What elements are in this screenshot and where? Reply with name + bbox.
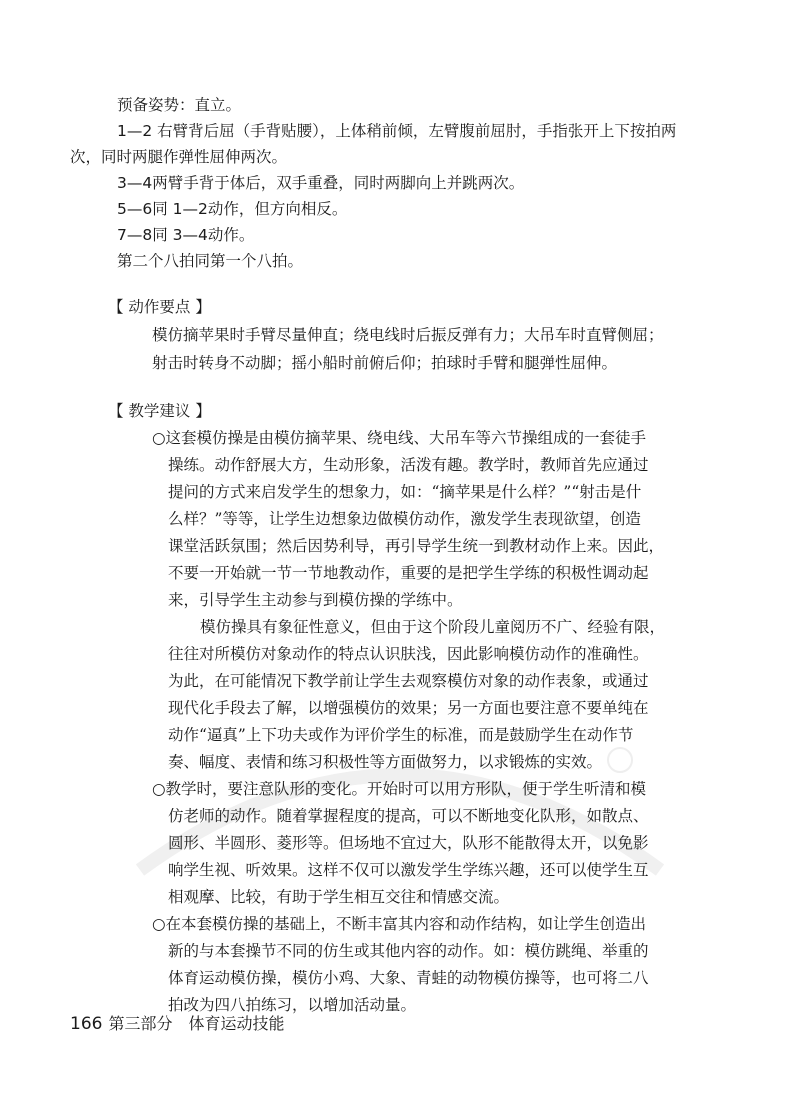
teaching-line-17: 响学生视、听效果。这样不仅可以激发学生学练兴趣，还可以使学生互 (168, 861, 649, 879)
teaching-line-16: 圆形、半圆形、菱形等。但场地不宜过大，队形不能散得太开，以免影 (168, 834, 649, 852)
teaching-line-12: 动作“逼真”上下功夫或作为评价学生的标准，而是鼓励学生在动作节 (168, 726, 634, 744)
teaching-line-10: 为此，在可能情况下教学前让学生去观察模仿对象的动作表象，或通过 (168, 672, 649, 690)
key-points-heading: 【 动作要点 】 (108, 298, 211, 316)
intro-line-4: 3—4两臂手背于体后，双手重叠，同时两脚向上并跳两次。 (117, 174, 525, 192)
section-title: 第三部分 体育运动技能 (108, 1014, 285, 1033)
teaching-line-9: 往往对所模仿对象动作的特点认识肤浅，因此影响模仿动作的准确性。 (168, 645, 649, 663)
intro-line-3: 次，同时两腿作弹性屈伸两次。 (70, 148, 288, 166)
intro-line-5: 5—6同 1—2动作，但方向相反。 (117, 200, 348, 218)
teaching-line-5: 课堂活跃氛围；然后因势利导，再引导学生统一到教材动作上来。因此， (168, 537, 665, 555)
teaching-line-8: 模仿操具有象征性意义，但由于这个阶段儿童阅历不广、经验有限， (200, 618, 666, 636)
teaching-line-20: 新的与本套操节不同的仿生或其他内容的动作。如：模仿跳绳、举重的 (168, 942, 649, 960)
teaching-line-15: 仿老师的动作。随着掌握程度的提高，可以不断地变化队形，如散点、 (168, 807, 649, 825)
teaching-line-13: 奏、幅度、表情和练习积极性等方面做努力，以求锻炼的实效。 (168, 753, 603, 771)
teaching-line-4: 么样？”等等，让学生边想象边做模仿动作，激发学生表现欲望，创造 (168, 510, 641, 528)
teaching-line-22: 拍改为四八拍练习，以增加活动量。 (168, 996, 417, 1014)
teaching-line-7: 来，引导学生主动参与到模仿操的学练中。 (168, 591, 463, 609)
teaching-line-1: ○这套模仿操是由模仿摘苹果、绕电线、大吊车等六节操组成的一套徒手 (152, 429, 647, 447)
teaching-line-21: 体育运动模仿操，模仿小鸡、大象、青蛙的动物模仿操等，也可将二八 (168, 969, 649, 987)
key-points-line-1: 模仿摘苹果时手臂尽量伸直；绕电线时后振反弹有力；大吊车时直臂侧屈； (152, 326, 664, 344)
teaching-line-11: 现代化手段去了解，以增强模仿的效果；另一方面也要注意不要单纯在 (168, 699, 649, 717)
teaching-line-3: 提问的方式来启发学生的想象力，如：“摘苹果是什么样？”“射击是什 (168, 483, 642, 501)
teaching-line-2: 操练。动作舒展大方，生动形象，活泼有趣。教学时，教师首先应通过 (168, 456, 649, 474)
teaching-line-19: ○在本套模仿操的基础上，不断丰富其内容和动作结构，如让学生创造出 (152, 915, 647, 933)
intro-line-2: 1—2 右臂背后屈（手背贴腰），上体稍前倾，左臂腹前屈肘，手指张开上下按拍两 (117, 122, 677, 140)
teaching-line-6: 不要一开始就一节一节地教动作，重要的是把学生学练的积极性调动起 (168, 564, 649, 582)
key-points-line-2: 射击时转身不动脚；摇小船时前俯后仰；拍球时手臂和腿弹性屈伸。 (152, 354, 618, 372)
teaching-heading: 【 教学建议 】 (108, 402, 211, 420)
teaching-line-18: 相观摩、比较，有助于学生相互交往和情感交流。 (168, 888, 510, 906)
page-number: 166 (70, 1014, 103, 1034)
intro-line-1: 预备姿势：直立。 (117, 96, 242, 114)
intro-line-6: 7—8同 3—4动作。 (117, 226, 255, 244)
page-footer (70, 1012, 284, 1036)
teaching-line-14: ○教学时，要注意队形的变化。开始时可以用方形队，便于学生听清和模 (152, 780, 647, 798)
intro-line-7: 第二个八拍同第一个八拍。 (117, 252, 304, 270)
